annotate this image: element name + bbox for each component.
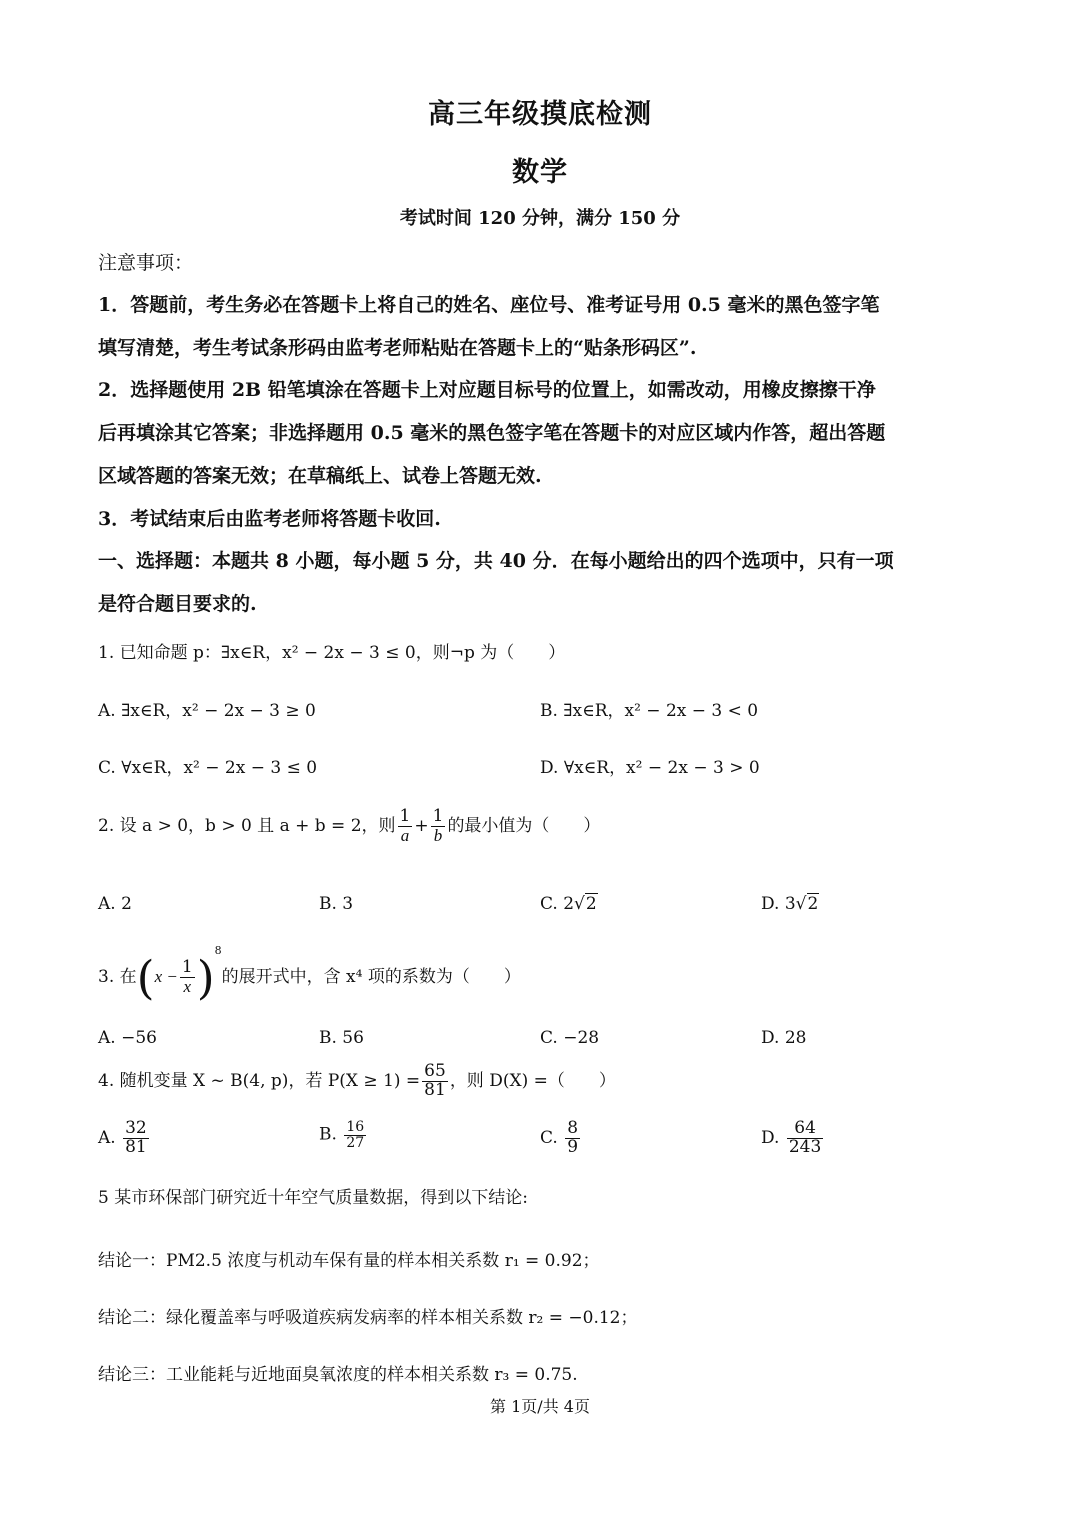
- q4-option-d: [761, 1120, 825, 1157]
- q4-option-c-den: 9: [567, 1136, 579, 1157]
- q4-option-c-label: C.: [540, 1127, 558, 1148]
- note-2-line-3: 区域答题的答案无效；在草稿纸上、试卷上答题无效.: [98, 465, 542, 487]
- q1-option-d: D. ∀x∈R，x² − 2x − 3 > 0: [540, 758, 760, 778]
- q4-option-d-num: 64: [787, 1120, 823, 1139]
- q3-option-b: B. 56: [319, 1028, 364, 1048]
- subject-title: 数学: [512, 157, 568, 188]
- q3-option-a: A. −56: [98, 1028, 157, 1048]
- q4-option-b-num: 16: [346, 1119, 365, 1135]
- q4-option-d-frac: [787, 1120, 823, 1157]
- q4-option-a-label: A.: [98, 1127, 116, 1148]
- q2-option-d: D. 3√2: [761, 894, 819, 914]
- q4-option-d-den: 243: [788, 1136, 822, 1157]
- q5-conclusion-1: 结论一：PM2.5 浓度与机动车保有量的样本相关系数 r₁ = 0.92；: [98, 1251, 600, 1271]
- q3-option-c: C. −28: [540, 1028, 600, 1048]
- q2-frac-num: 1: [432, 806, 444, 826]
- q2-option-c-coef: 2: [563, 894, 575, 914]
- q4-option-c: [540, 1120, 582, 1157]
- page-title: 高三年级摸底检测: [428, 99, 652, 130]
- q4-stem: [98, 1063, 616, 1100]
- q4-frac: [422, 1063, 448, 1100]
- q2-frac-1-over-a: [398, 808, 413, 845]
- section-1-line-2: 是符合题目要求的.: [98, 593, 257, 615]
- q2-option-d-label: D.: [761, 894, 780, 914]
- q2-option-a: A. 2: [98, 894, 132, 914]
- q4-stem-pre: 4. 随机变量 X ~ B(4, p)，若 P(X ≥ 1) =: [98, 1070, 421, 1091]
- q2-stem-pre: 2. 设 a > 0，b > 0 且 a + b = 2，则: [98, 815, 396, 836]
- q1-option-c: C. ∀x∈R，x² − 2x − 3 ≤ 0: [98, 758, 318, 778]
- q4-option-b-frac: [344, 1120, 366, 1150]
- q4-option-a-frac: [123, 1120, 149, 1157]
- q3-stem-pre: 3. 在: [98, 967, 137, 987]
- q4-option-a-den: 81: [125, 1136, 147, 1157]
- q4-option-a-num: 32: [125, 1118, 147, 1138]
- q3-frac-den: x: [183, 977, 192, 996]
- q1-stem: 1. 已知命题 p：∃x∈R，x² − 2x − 3 ≤ 0，则¬p 为（ ）: [98, 643, 566, 663]
- note-2-line-1: 2．选择题使用 2B 铅笔填涂在答题卡上对应题目标号的位置上，如需改动，用橡皮擦擦干净: [98, 379, 876, 401]
- q2-option-d-radicand: 2: [807, 894, 819, 914]
- q2-option-c: C. 2√2: [540, 894, 597, 914]
- q5-stem: 5 某市环保部门研究近十年空气质量数据，得到以下结论:: [98, 1188, 528, 1208]
- q3-frac-1-over-x: [180, 959, 195, 996]
- q4-option-d-label: D.: [761, 1127, 780, 1148]
- q4-frac-num: 65: [424, 1061, 446, 1081]
- q3-stem-post: 的展开式中，含 x⁴ 项的系数为（ ）: [221, 967, 521, 987]
- q4-frac-den: 81: [424, 1079, 446, 1100]
- q2-option-b: B. 3: [319, 894, 354, 914]
- notes-heading: 注意事项：: [98, 252, 194, 274]
- q2-option-d-coef: 3: [784, 894, 796, 914]
- q3-stem: [98, 944, 521, 1005]
- q5-conclusion-3: 结论三：工业能耗与近地面臭氧浓度的样本相关系数 r₃ = 0.75.: [98, 1365, 578, 1385]
- q3-power: 8: [214, 944, 222, 957]
- q4-option-c-num: 8: [567, 1118, 579, 1138]
- section-1-line-1: 一、选择题：本题共 8 小题，每小题 5 分，共 40 分．在每小题给出的四个选项中，只有一项: [98, 550, 894, 572]
- q4-option-b-label: B.: [319, 1124, 337, 1145]
- q3-right-paren: ): [196, 950, 215, 1005]
- q2-option-c-radicand: 2: [585, 894, 597, 914]
- q2-option-c-label: C.: [540, 894, 558, 914]
- q2-frac-num: 1: [399, 806, 411, 826]
- page-number: 第 1页/共 4页: [490, 1397, 590, 1416]
- q1-option-a: A. ∃x∈R，x² − 2x − 3 ≥ 0: [98, 701, 316, 721]
- q2-frac-den: a: [400, 825, 410, 845]
- q2-frac-den: b: [433, 825, 443, 845]
- q4-option-a: [98, 1120, 151, 1157]
- q2-plus: +: [414, 815, 429, 836]
- q5-conclusion-2: 结论二：绿化覆盖率与呼吸道疾病发病率的样本相关系数 r₂ = −0.12；: [98, 1308, 638, 1328]
- q1-option-b: B. ∃x∈R，x² − 2x − 3 < 0: [540, 701, 759, 721]
- q2-stem: [98, 808, 600, 845]
- note-2-line-2: 后再填涂其它答案；非选择题用 0.5 毫米的黑色签字笔在答题卡的对应区域内作答，超出答题: [98, 422, 886, 444]
- q2-stem-post: 的最小值为（ ）: [447, 815, 601, 836]
- q4-option-b-den: 27: [346, 1134, 365, 1151]
- q3-x-minus: x −: [154, 967, 178, 986]
- q4-stem-post: ，则 D(X) =（ ）: [449, 1070, 616, 1091]
- note-3: 3．考试结束后由监考老师将答题卡收回.: [98, 508, 441, 530]
- q3-option-d: D. 28: [761, 1028, 807, 1048]
- exam-info: 考试时间 120 分钟，满分 150 分: [399, 208, 681, 229]
- q4-option-c-frac: [565, 1120, 580, 1157]
- q2-frac-1-over-b: [431, 808, 446, 845]
- q3-left-paren: (: [136, 950, 155, 1005]
- q4-option-b: [319, 1120, 368, 1150]
- q3-frac-num: 1: [181, 957, 193, 978]
- note-1-line-1: 1．答题前，考生务必在答题卡上将自己的姓名、座位号、准考证号用 0.5 毫米的黑色签字笔: [98, 294, 880, 316]
- note-1-line-2: 填写清楚，考生考试条形码由监考老师粘贴在答题卡上的“贴条形码区”.: [98, 337, 697, 359]
